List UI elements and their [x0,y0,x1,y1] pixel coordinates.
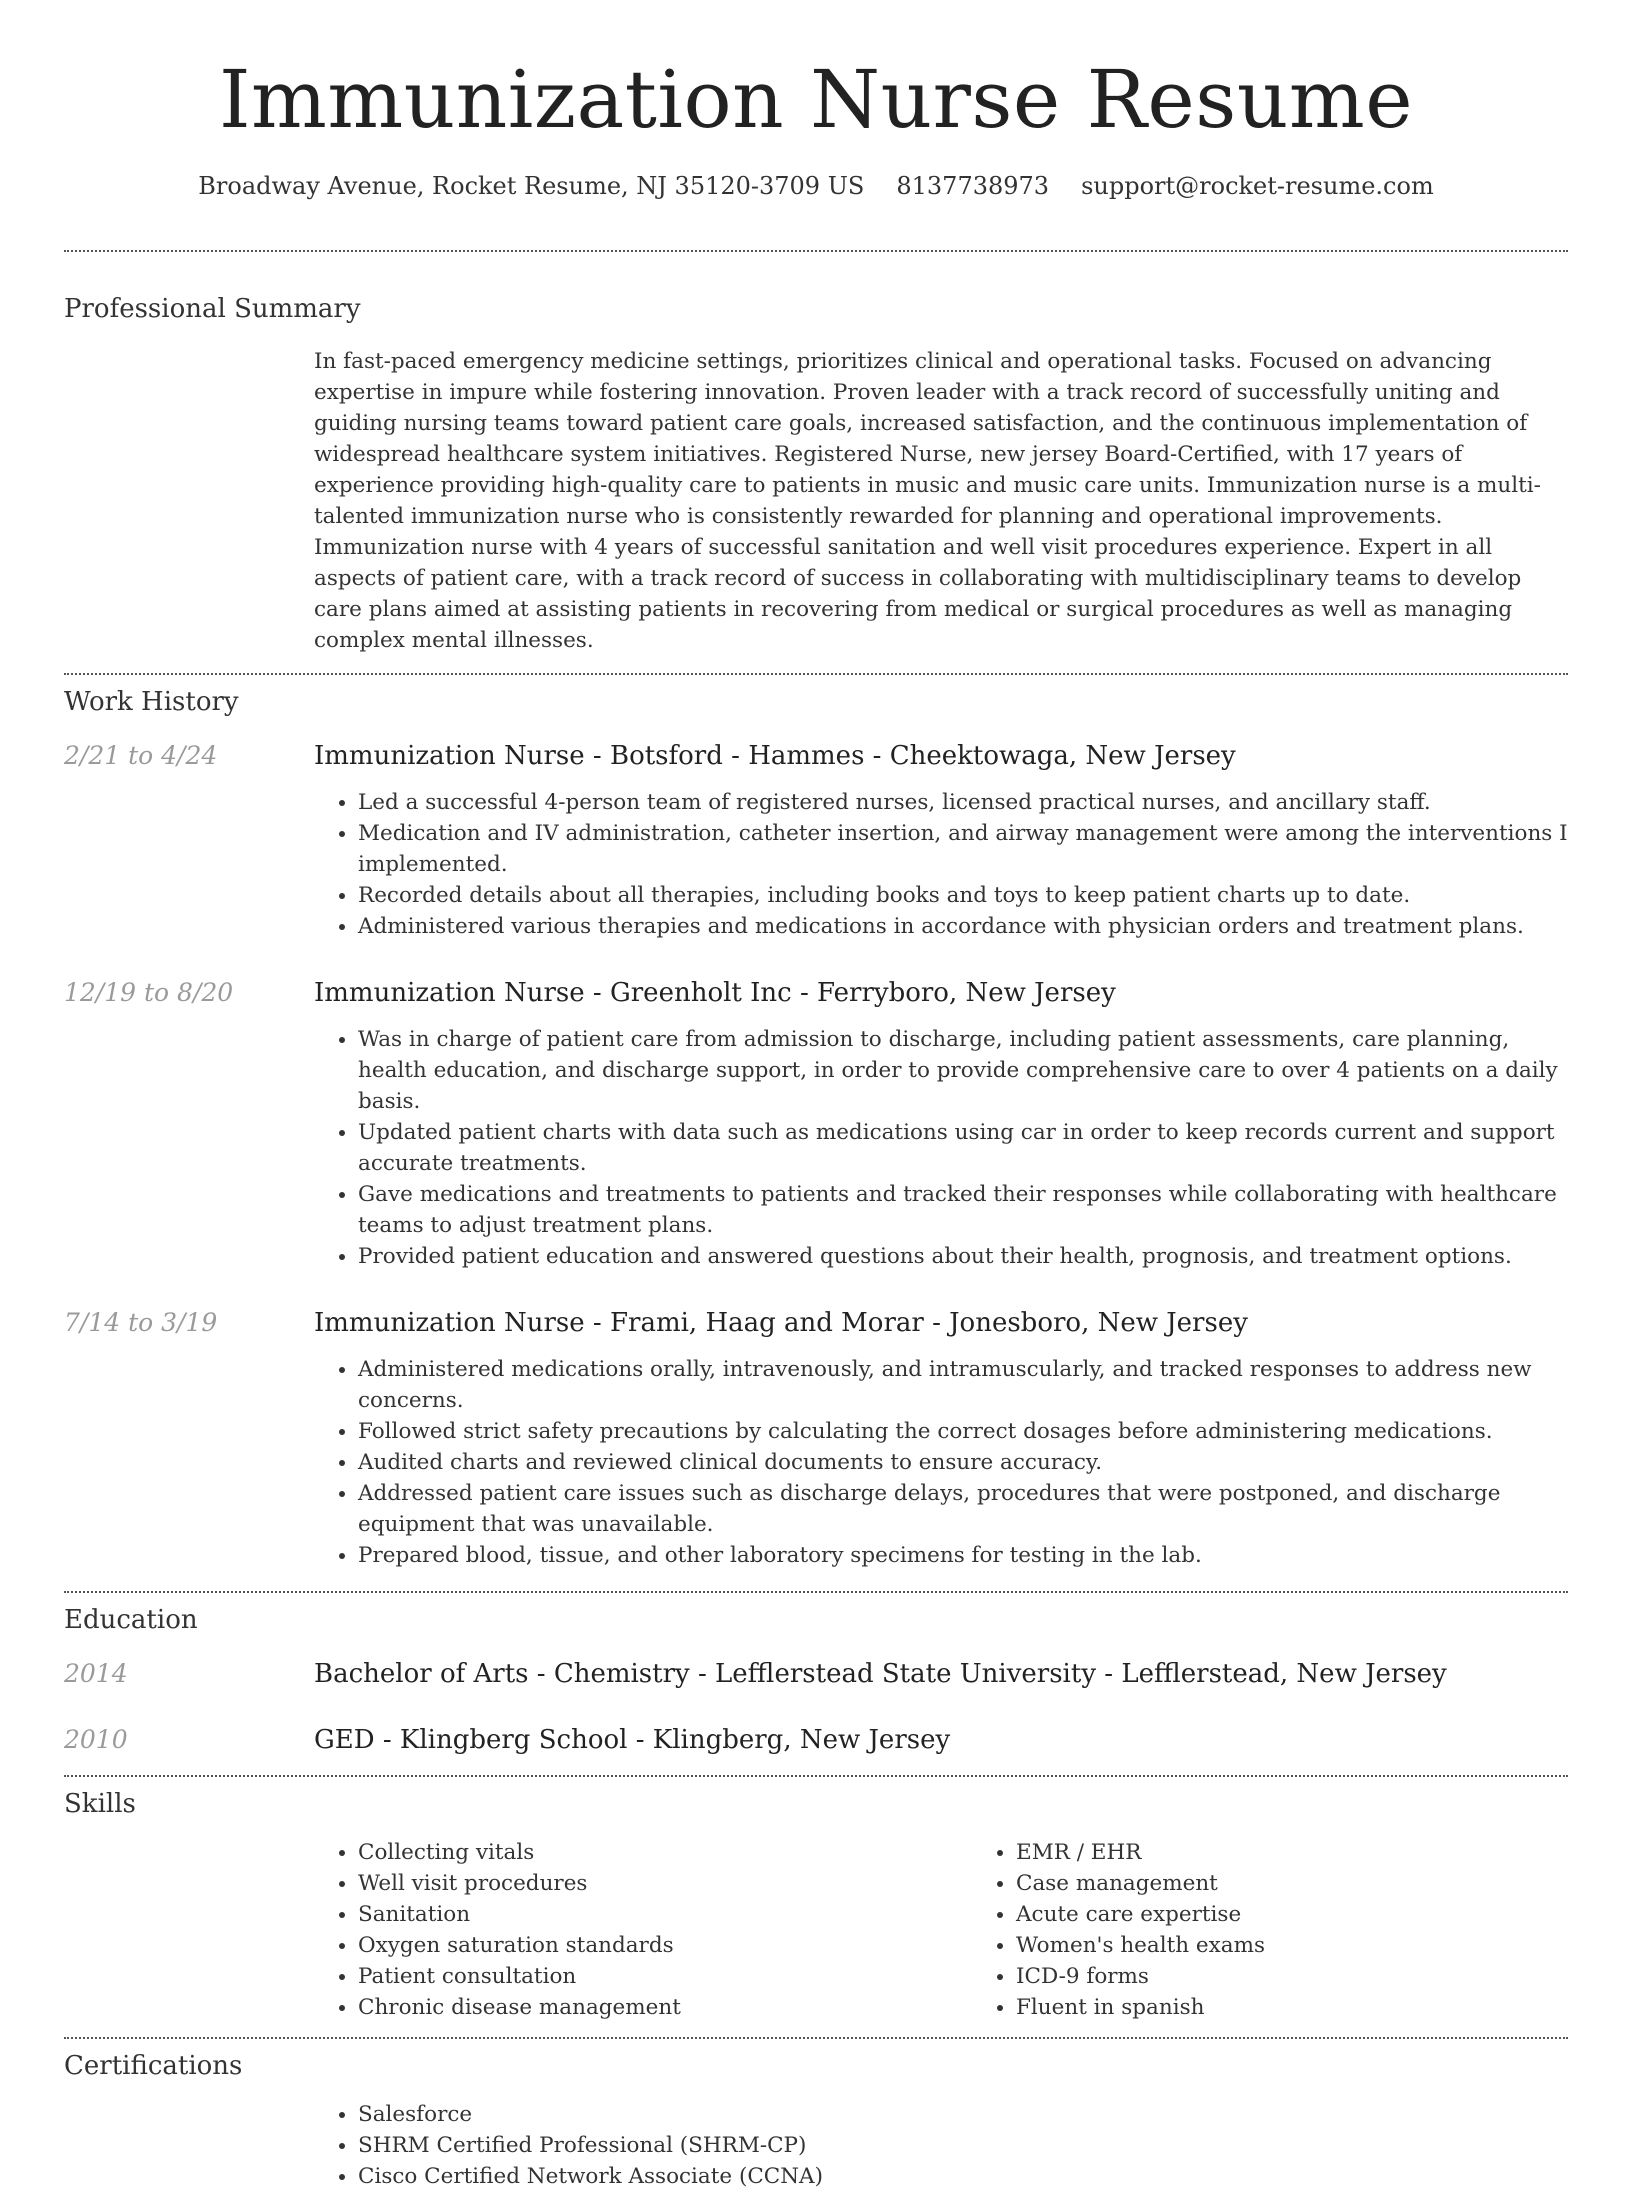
skill-item: • Well visit procedures [358,1868,972,1899]
skills-section [0,1777,1632,2023]
education-year: 2014 [64,1659,128,1688]
skill-item: • Oxygen saturation standards [358,1930,972,1961]
certifications-section [0,2039,1632,2192]
skill-item: • Chronic disease management [358,1992,972,2023]
job-entry [64,1308,1568,1571]
summary-text: In fast-paced emergency medicine settings, prioritizes clinical and operational tasks. Focused on advancing expertise in impure while fostering innovation. Proven leader with a track record of successfully uniting and guiding nursing teams toward patient care goals, increased satisfaction, and the continuous implementation of widespread healthcare system initiatives. Registered Nurse, new jersey Board-Certified, with 17 years of experience providing high-quality care to patients in music and music care units. Immunization nurse is a multi-talented immunization nurse who is consistently rewarded for planning and operational improvements. Immunization nurse with 4 years of successful sanitation and well visit procedures experience. Expert in all aspects of patient care, with a track record of success in collaborating with multidisciplinary teams to develop care plans aimed at assisting patients in recovering from medical or surgical procedures as well as managing complex mental illnesses. [314,349,1541,653]
certification-item: • Salesforce [358,2099,1568,2130]
skill-item: • Sanitation [358,1899,972,1930]
contact-email: support@rocket-resume.com [1081,172,1434,200]
job-bullet: • Followed strict safety precautions by calculating the correct dosages before administering medications. [358,1416,1568,1447]
education-heading: Education [64,1605,198,1635]
job-date: 12/19 to 8/20 [64,978,234,1007]
job-bullet: • Medication and IV administration, catheter insertion, and airway management were among the interventions I implemented. [358,818,1568,880]
job-bullet: • Administered various therapies and medications in accordance with physician orders and treatment plans. [358,911,1568,942]
resume-header [0,0,1632,200]
job-bullet: • Recorded details about all therapies, including books and toys to keep patient charts up to date. [358,880,1568,911]
education-text: GED - Klingberg School - Klingberg, New Jersey [314,1725,951,1755]
summary-section [0,252,1632,656]
skills-heading: Skills [64,1789,136,1819]
contact-address: Broadway Avenue, Rocket Resume, NJ 35120-3709 US [198,172,865,200]
certification-item: • SHRM Certified Professional (SHRM-CP) [358,2130,1568,2161]
certifications-heading: Certifications [64,2051,243,2081]
education-text: Bachelor of Arts - Chemistry - Lefflerstead State University - Lefflerstead, New Jersey [314,1659,1447,1689]
skills-list-left [314,1837,972,2023]
certification-item: • Cisco Certified Network Associate (CCNA) [358,2161,1568,2192]
job-date: 7/14 to 3/19 [64,1308,218,1337]
job-bullet: • Provided patient education and answered questions about their health, prognosis, and treatment options. [358,1241,1568,1272]
work-heading: Work History [64,687,239,717]
page-title: Immunization Nurse Resume [218,53,1414,146]
job-bullet: • Audited charts and reviewed clinical documents to ensure accuracy. [358,1447,1568,1478]
job-title: Immunization Nurse - Frami, Haag and Morar - Jonesboro, New Jersey [314,1308,1248,1338]
education-section [0,1593,1632,1755]
job-bullet: • Updated patient charts with data such as medications using car in order to keep records current and support accurate treatments. [358,1117,1568,1179]
job-title: Immunization Nurse - Botsford - Hammes - Cheektowaga, New Jersey [314,741,1236,771]
job-bullets [314,1354,1568,1571]
education-item [64,1725,1568,1755]
contact-line [0,172,1632,200]
skill-item: • Fluent in spanish [1016,1992,1630,2023]
job-bullets [314,1024,1568,1272]
skill-item: • Women's health exams [1016,1930,1630,1961]
job-title: Immunization Nurse - Greenholt Inc - Ferryboro, New Jersey [314,978,1116,1008]
work-section [0,675,1632,1571]
job-entry [64,978,1568,1272]
job-date: 2/21 to 4/24 [64,741,218,770]
job-bullet: • Was in charge of patient care from admission to discharge, including patient assessments, care planning, health education, and discharge support, in order to provide comprehensive care to over 4 patients on a daily basis. [358,1024,1568,1117]
job-bullet: • Led a successful 4-person team of registered nurses, licensed practical nurses, and ancillary staff. [358,787,1568,818]
skill-item: • Acute care expertise [1016,1899,1630,1930]
skill-item: • Case management [1016,1868,1630,1899]
summary-heading: Professional Summary [64,294,361,324]
contact-phone: 8137738973 [896,172,1050,200]
job-bullets [314,787,1568,942]
job-entry [64,741,1568,942]
job-bullet: • Administered medications orally, intravenously, and intramuscularly, and tracked responses to address new concerns. [358,1354,1568,1416]
skill-item: • ICD-9 forms [1016,1961,1630,1992]
skill-item: • Patient consultation [358,1961,972,1992]
education-item [64,1659,1568,1689]
skill-item: • Collecting vitals [358,1837,972,1868]
skills-list-right [972,1837,1630,2023]
job-bullet: • Addressed patient care issues such as discharge delays, procedures that were postponed, and discharge equipment that was unavailable. [358,1478,1568,1540]
certifications-list [314,2099,1568,2192]
education-year: 2010 [64,1725,128,1754]
job-bullet: • Prepared blood, tissue, and other laboratory specimens for testing in the lab. [358,1540,1568,1571]
job-bullet: • Gave medications and treatments to patients and tracked their responses while collaborating with healthcare teams to adjust treatment plans. [358,1179,1568,1241]
skill-item: • EMR / EHR [1016,1837,1630,1868]
